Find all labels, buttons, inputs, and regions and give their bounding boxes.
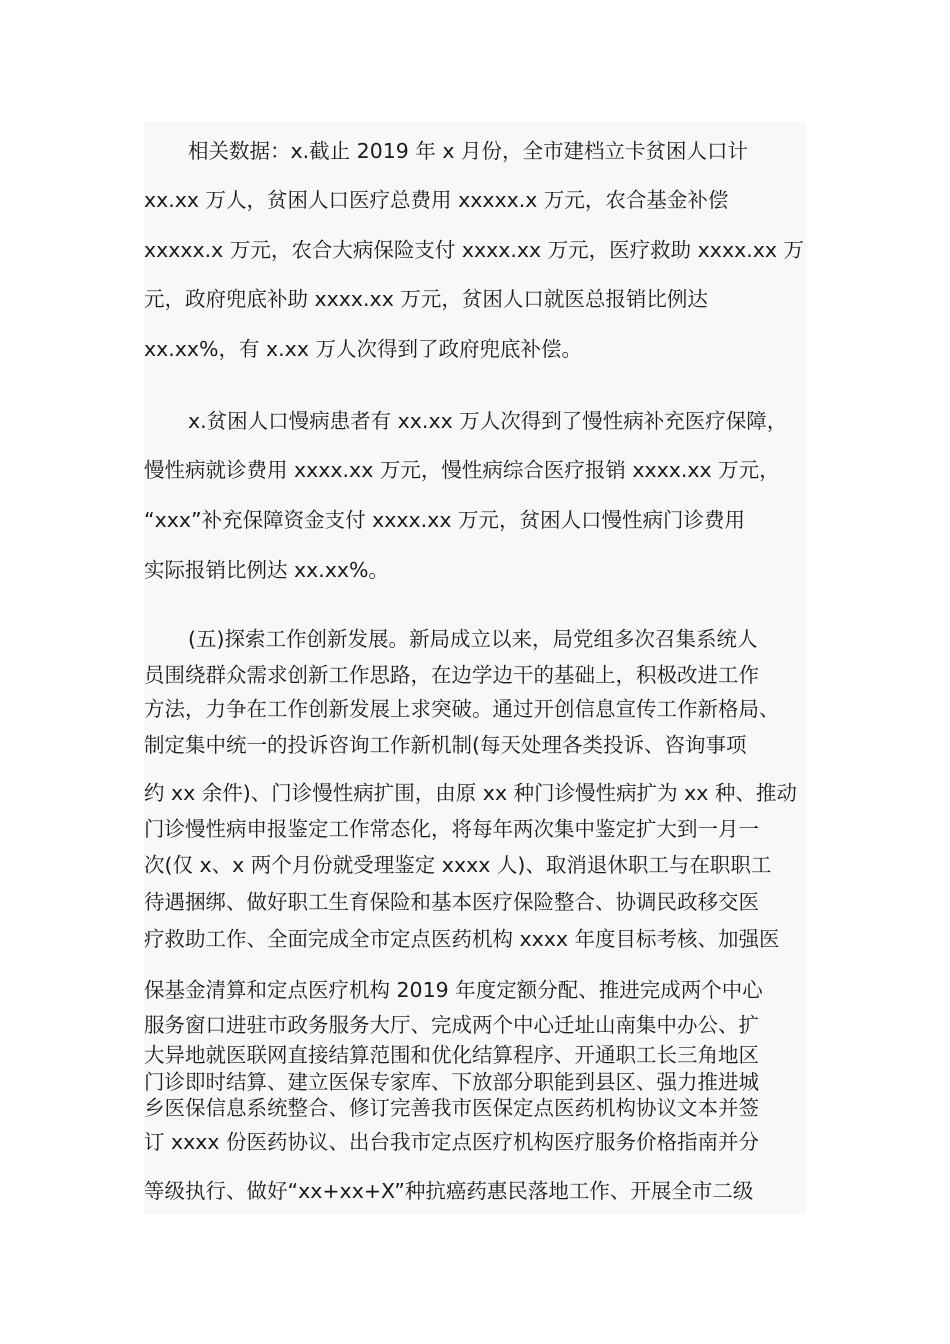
- text-line: x.贫困人口慢病患者有 xx.xx 万人次得到了慢性病补充医疗保障，: [188, 409, 788, 433]
- text-line: 次(仅 x、x 两个月份就受理鉴定 xxxx 人)、取消退休职工与在职职工: [144, 853, 772, 877]
- text-line: 员围绕群众需求创新工作思路，在边学边干的基础上，积极改进工作: [144, 663, 759, 687]
- text-line: 等级执行、做好“xx+xx+X”种抗癌药惠民落地工作、开展全市二级: [144, 1179, 754, 1203]
- text-line: xx.xx%，有 x.xx 万人次得到了政府兜底补偿。: [144, 337, 582, 361]
- text-line: 待遇捆绑、做好职工生育保险和基本医疗保险整合、协调民政移交医: [144, 890, 759, 914]
- text-line: 约 xx 余件)、门诊慢性病扩围，由原 xx 种门诊慢性病扩为 xx 种、推动: [144, 781, 797, 805]
- text-line: 乡医保信息系统整合、修订完善我市医保定点医药机构协议文本并签: [144, 1096, 759, 1120]
- text-block: [144, 122, 806, 1214]
- text-line: xxxxx.x 万元，农合大病保险支付 xxxx.xx 万元，医疗救助 xxxx.xx 万: [144, 238, 805, 262]
- text-line: xx.xx 万人，贫困人口医疗总费用 xxxxx.x 万元，农合基金补偿: [144, 188, 729, 212]
- text-line: 服务窗口进驻市政务服务大厅、完成两个中心迁址山南集中办公、扩: [144, 1013, 759, 1037]
- text-line: 实际报销比例达 xx.xx%。: [144, 558, 390, 582]
- text-line: 订 xxxx 份医药协议、出台我市定点医疗机构医疗服务价格指南并分: [144, 1130, 760, 1154]
- text-line: 元，政府兜底补助 xxxx.xx 万元，贫困人口就医总报销比例达: [144, 287, 708, 311]
- text-line: 疗救助工作、全面完成全市定点医药机构 xxxx 年度目标考核、加强医: [144, 927, 780, 951]
- text-line: (五)探索工作创新发展。新局成立以来，局党组多次召集系统人: [188, 627, 758, 651]
- text-line: 制定集中统一的投诉咨询工作新机制(每天处理各类投诉、咨询事项: [144, 733, 747, 757]
- text-line: “xxx”补充保障资金支付 xxxx.xx 万元，贫困人口慢性病门诊费用: [144, 508, 745, 532]
- text-line: 方法，力争在工作创新发展上求突破。通过开创信息宣传工作新格局、: [144, 697, 780, 721]
- text-line: 门诊即时结算、建立医保专家库、下放部分职能到县区、强力推进城: [144, 1070, 759, 1094]
- text-line: 慢性病就诊费用 xxxx.xx 万元，慢性病综合医疗报销 xxxx.xx 万元，: [144, 458, 780, 482]
- text-line: 大异地就医联网直接结算范围和优化结算程序、开通职工长三角地区: [144, 1043, 759, 1067]
- text-line: 门诊慢性病申报鉴定工作常态化，将每年两次集中鉴定扩大到一月一: [144, 817, 759, 841]
- text-line: 保基金清算和定点医疗机构 2019 年度定额分配、推进完成两个中心: [144, 978, 763, 1002]
- text-line: 相关数据：x.截止 2019 年 x 月份，全市建档立卡贫困人口计: [188, 139, 749, 163]
